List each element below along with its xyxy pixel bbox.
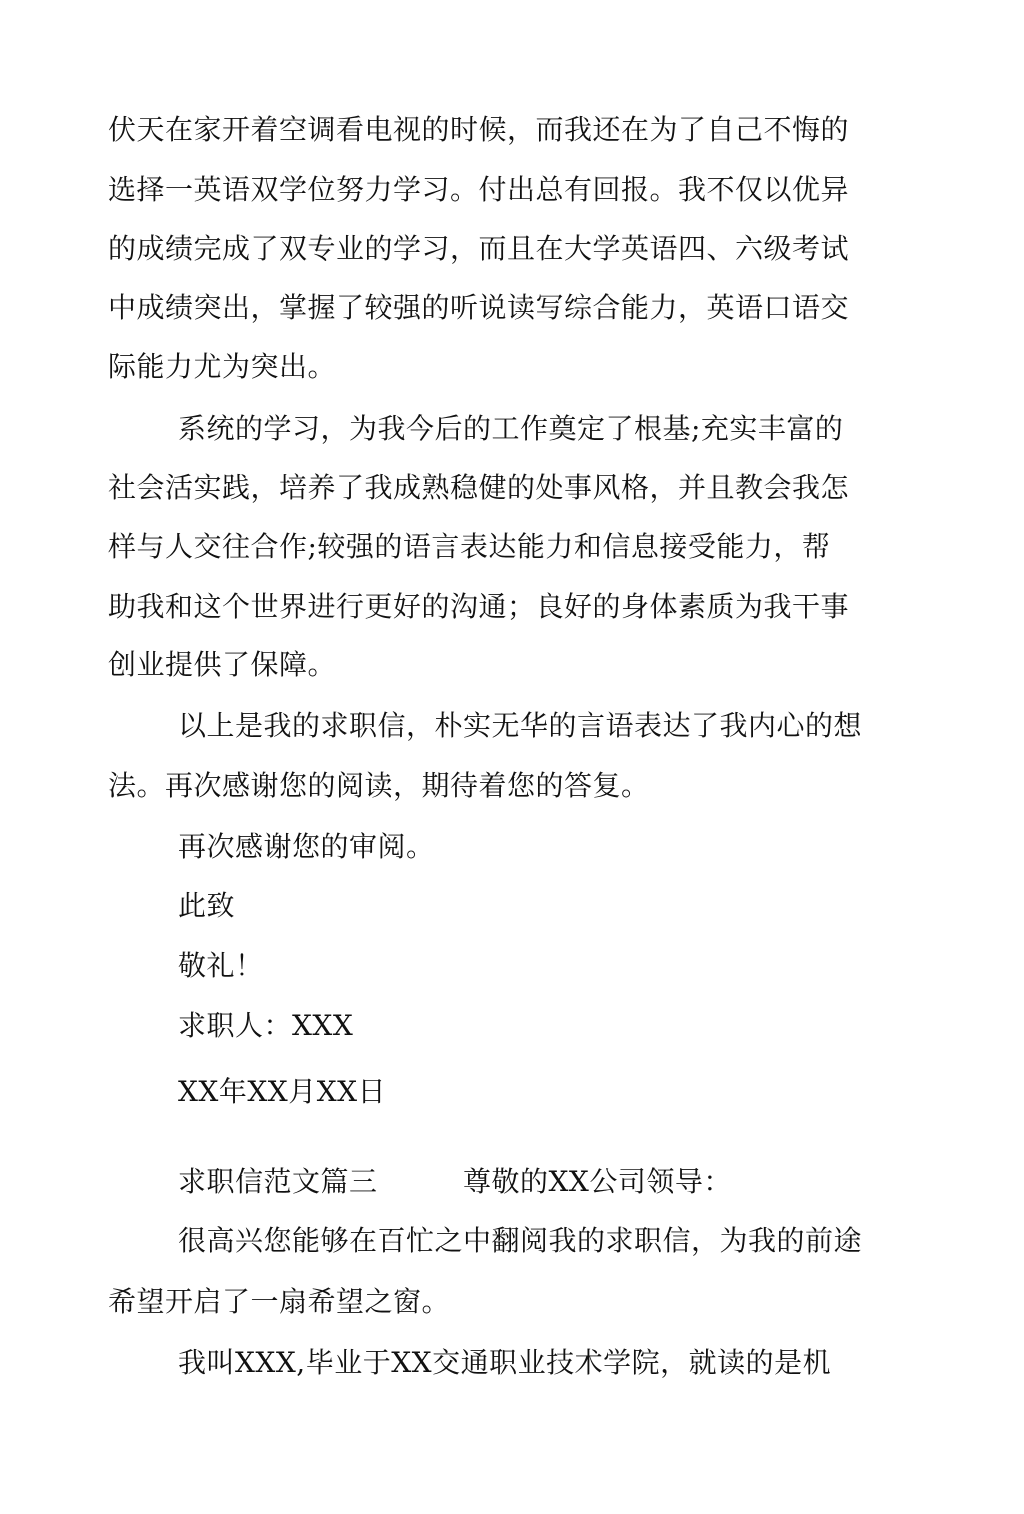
text-line: 法。再次感谢您的阅读，期待着您的答复。 [108,769,650,802]
text-line: 样与人交往合作;较强的语言表达能力和信息接受能力，帮 [108,530,831,563]
text-line: 中成绩突出，掌握了较强的听说读写综合能力，英语口语交 [108,291,850,324]
section-heading: 求职信范文篇三 尊敬的XX公司领导： [178,1165,732,1198]
text-line: 希望开启了一扇希望之窗。 [108,1285,451,1318]
text-line: 社会活实践，培养了我成熟稳健的处事风格，并且教会我怎 [108,471,850,504]
text-line: 际能力尤为突出。 [108,350,337,383]
signature-name: 求职人：XXX [178,1009,354,1042]
paragraph-start: 我叫XXX,毕业于XX交通职业技术学院，就读的是机 [178,1346,832,1379]
text-line: 选择一英语双学位努力学习。付出总有回报。我不仅以优异 [108,173,850,206]
signature-date: XX年XX月XX日 [178,1075,387,1108]
paragraph-start: 以上是我的求职信，朴实无华的言语表达了我内心的想 [178,709,863,742]
text-line: 创业提供了保障。 [108,648,337,681]
paragraph-start: 很高兴您能够在百忙之中翻阅我的求职信，为我的前途 [178,1224,863,1257]
closing-salutation: 此致 [178,889,236,922]
closing-regards: 敬礼！ [178,949,264,982]
paragraph-start: 系统的学习，为我今后的工作奠定了根基;充实丰富的 [178,412,844,445]
text-line: 的成绩完成了双专业的学习，而且在大学英语四、六级考试 [108,232,850,265]
closing-thanks: 再次感谢您的审阅。 [178,830,435,863]
text-line: 伏天在家开着空调看电视的时候，而我还在为了自己不悔的 [108,113,850,146]
text-line: 助我和这个世界进行更好的沟通；良好的身体素质为我干事 [108,590,850,623]
